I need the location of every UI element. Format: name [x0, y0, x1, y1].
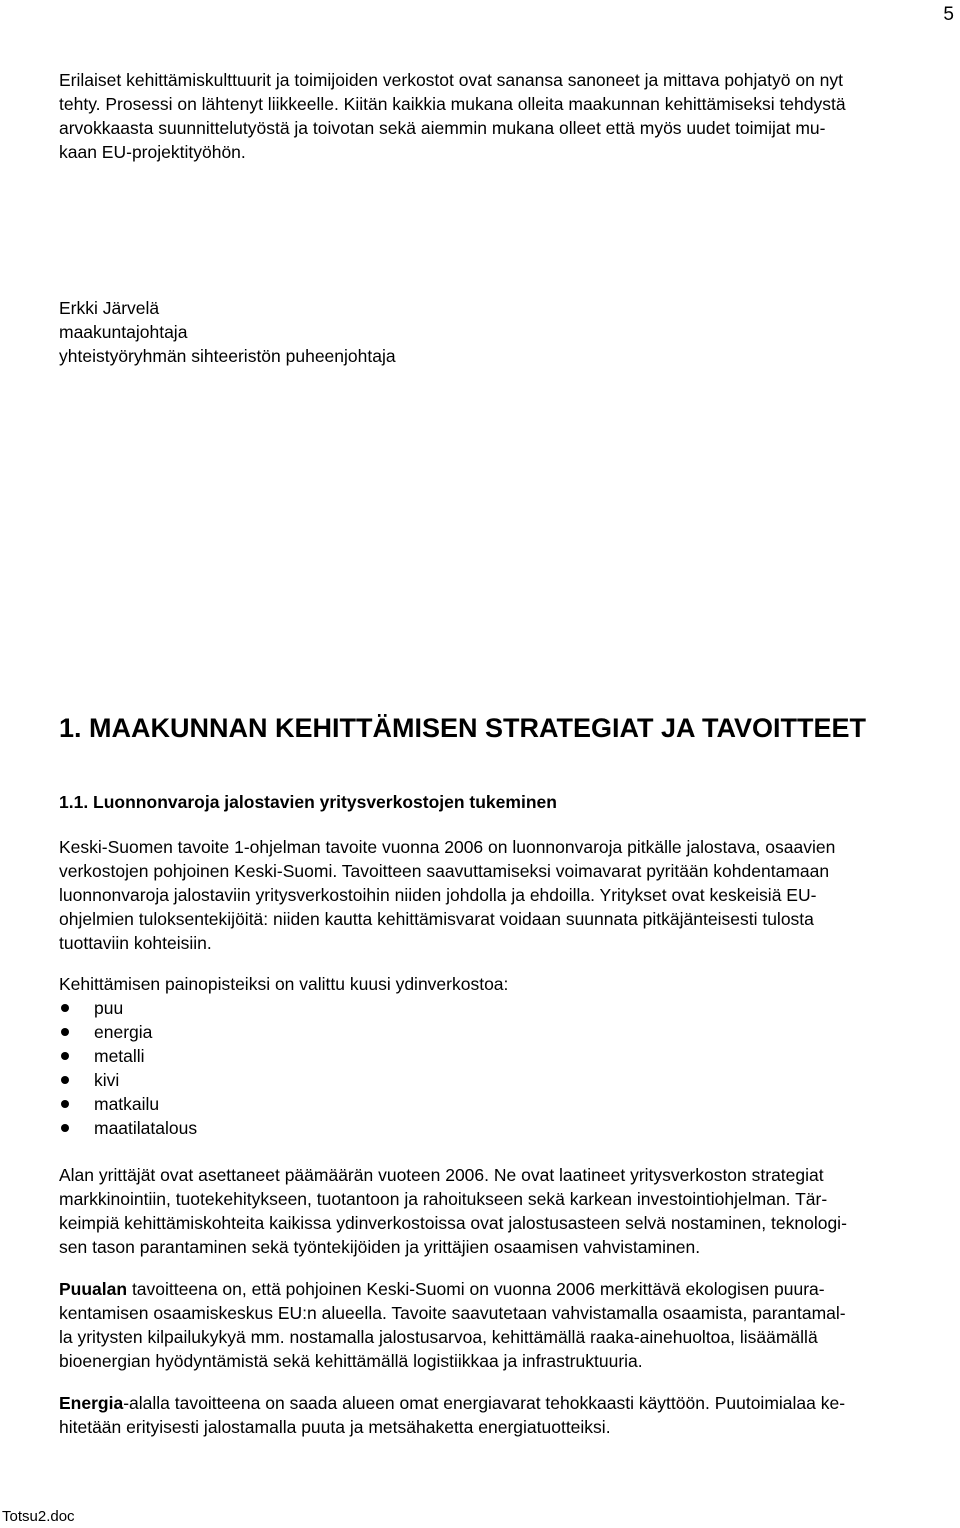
signature-name: Erkki Järvelä: [59, 298, 160, 318]
list-item-label: metalli: [94, 1046, 145, 1066]
targets-line: keimpiä kehittämiskohteita kaikissa ydinverkostoissa ovat jalostusasteen selvä nostaminen, teknologi-: [59, 1213, 847, 1233]
wood-line-rest: tavoitteena on, että pohjoinen Keski-Suomi on vuonna 2006 merkittävä ekologisen puura-: [127, 1279, 825, 1299]
core-network-list: [59, 996, 197, 1140]
list-item: [59, 1092, 197, 1116]
intro-line: Erilaiset kehittämiskulttuurit ja toimijoiden verkostot ovat sanansa sanoneet ja mittava pohjatyö on nyt: [59, 70, 844, 90]
wood-line: la yritysten kilpailukykyä mm. nostamalla jalostusarvoa, kehittämällä raaka-ainehuoltoa, lisäämällä: [59, 1327, 818, 1347]
wood-term: Puualan: [59, 1279, 128, 1299]
signature-block: [59, 296, 396, 368]
bullet-icon: [61, 1100, 69, 1108]
list-intro-text: Kehittämisen painopisteiksi on valittu kuusi ydinverkostoa:: [59, 974, 509, 994]
list-item: [59, 1020, 197, 1044]
intro-paragraph: [59, 68, 957, 164]
energy-line-rest: -alalla tavoitteena on saada alueen omat energiavarat tehokkaasti käyttöön. Puutoimialaa ke-: [123, 1393, 846, 1413]
list-item-label: energia: [94, 1022, 153, 1042]
list-item: [59, 1068, 197, 1092]
energy-term: Energia: [59, 1393, 124, 1413]
list-intro: [59, 972, 957, 996]
list-item: [59, 1044, 197, 1068]
list-item-label: matkailu: [94, 1094, 160, 1114]
goal-line: ohjelmien tuloksentekijöitä: niiden kautta kehittämisvarat voidaan suunnata pitkäjänteisesti tulosta: [59, 909, 814, 929]
intro-line: tehty. Prosessi on lähtenyt liikkeelle. Kiitän kaikkia mukana olleita maakunnan kehittämiseksi tehdystä: [59, 94, 846, 114]
list-item: [59, 1116, 197, 1140]
goal-paragraph: [59, 835, 957, 955]
goal-line: luonnonvaroja jalostaviin yritysverkostoihin niiden johdolla ja ehdoilla. Yritykset ovat keskeisiä EU-: [59, 885, 817, 905]
wood-line: [59, 1277, 957, 1301]
page-number: 5: [943, 4, 954, 25]
bullet-icon: [61, 1076, 69, 1084]
bullet-icon: [61, 1028, 69, 1036]
energy-line: hitetään erityisesti jalostamalla puuta ja metsähaketta energiatuotteiksi.: [59, 1417, 611, 1437]
list-item-label: kivi: [94, 1070, 120, 1090]
signature-title: maakuntajohtaja: [59, 322, 188, 342]
targets-line: Alan yrittäjät ovat asettaneet päämäärän vuoteen 2006. Ne ovat laatineet yritysverkoston strategiat: [59, 1165, 824, 1185]
bullet-icon: [61, 1124, 69, 1132]
bullet-icon: [61, 1052, 69, 1060]
bullet-icon: [61, 1004, 69, 1012]
list-item-label: puu: [94, 998, 124, 1018]
intro-line: arvokkaasta suunnittelutyöstä ja toivotan sekä aiemmin mukana olleet että myös uudet toimijat mu-: [59, 118, 826, 138]
wood-line: bioenergian hyödyntämistä sekä kehittämällä logistiikkaa ja infrastruktuuria.: [59, 1351, 643, 1371]
signature-role: yhteistyöryhmän sihteeristön puheenjohtaja: [59, 346, 396, 366]
energy-line: [59, 1391, 957, 1415]
chapter-heading: 1. MAAKUNNAN KEHITTÄMISEN STRATEGIAT JA TAVOITTEET: [59, 713, 866, 743]
footer-filename: Totsu2.doc: [2, 1508, 75, 1525]
goal-line: tuottaviin kohteisiin.: [59, 933, 212, 953]
goal-line: verkostojen pohjoinen Keski-Suomi. Tavoitteen saavuttamiseksi voimavarat pyritään kohdentamaan: [59, 861, 830, 881]
list-item: [59, 996, 197, 1020]
wood-line: kentamisen osaamiskeskus EU:n alueella. Tavoite saavutetaan vahvistamalla osaamista, parantamal-: [59, 1303, 846, 1323]
goal-line: Keski-Suomen tavoite 1-ohjelman tavoite vuonna 2006 on luonnonvaroja pitkälle jalostava, osaavien: [59, 837, 836, 857]
energy-paragraph: [59, 1391, 957, 1439]
targets-paragraph: [59, 1163, 957, 1259]
intro-line: kaan EU-projektityöhön.: [59, 142, 246, 162]
wood-paragraph: [59, 1277, 957, 1373]
targets-line: markkinointiin, tuotekehitykseen, tuotantoon ja rahoitukseen sekä karkean investointiohjelman. Tär-: [59, 1189, 828, 1209]
section-heading: 1.1. Luonnonvaroja jalostavien yritysverkostojen tukeminen: [59, 792, 557, 812]
targets-line: sen tason parantaminen sekä työntekijöiden ja yrittäjien osaamisen vahvistaminen.: [59, 1237, 701, 1257]
list-item-label: maatilatalous: [94, 1118, 198, 1138]
